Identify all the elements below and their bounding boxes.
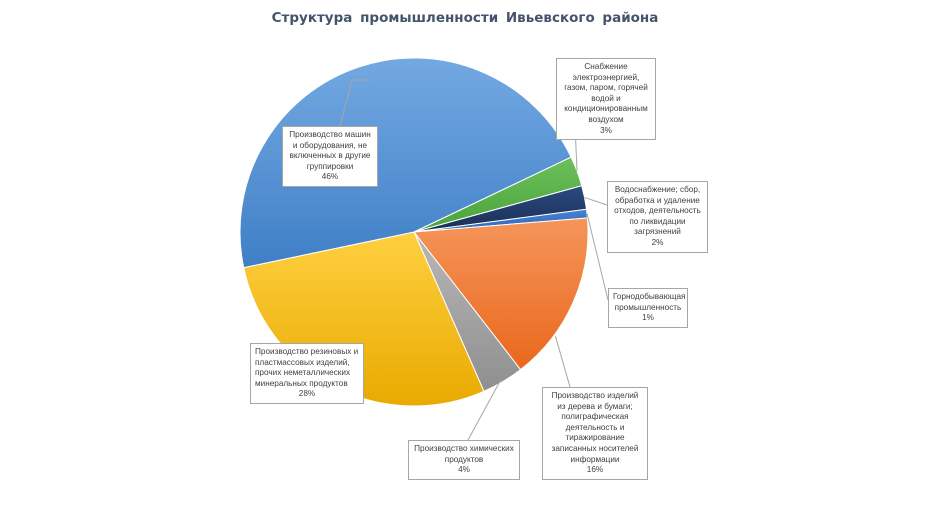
leader-line-water	[585, 197, 607, 205]
data-label-water-pct: 2%	[651, 237, 664, 247]
data-label-wood	[542, 387, 648, 480]
data-label-rubber	[250, 343, 364, 404]
data-label-machines-pct: 46%	[321, 172, 339, 182]
chart-title: Структура промышленности Ивьевского района	[271, 10, 659, 26]
data-label-chem-pct: 4%	[458, 465, 470, 475]
data-label-chem-text: Производство химических продуктов	[414, 444, 514, 464]
data-label-machines	[282, 126, 378, 187]
data-label-wood-pct: 16%	[586, 465, 604, 475]
data-label-water-text: Водоснабжение; сбор, обработка и удаление отходов, деятельность по ликвидации загрязнений	[614, 185, 701, 237]
data-label-energy-pct: 3%	[600, 125, 612, 135]
data-label-chem	[408, 440, 520, 480]
data-label-mining-pct: 1%	[642, 313, 654, 323]
data-label-machines-text: Производство машин и оборудования, не включенных в другие группировки	[289, 130, 371, 171]
data-label-rubber-text: Производство резиновых и пластмассовых изделий, прочих неметаллических минеральных продуктов	[255, 347, 359, 388]
data-label-mining-text: Горнодобывающая промышленность	[613, 292, 686, 312]
data-label-energy	[556, 58, 656, 140]
data-label-mining	[608, 288, 688, 328]
data-label-water	[607, 181, 708, 253]
leader-line-wood	[555, 336, 570, 387]
data-label-energy-text: Снабжение электроэнергией, газом, паром, горячей водой и кондиционированным воздухом	[564, 62, 648, 124]
data-label-wood-text: Производство изделий из дерева и бумаги; полиграфическая деятельность и тиражирование записанных носителей информации	[551, 391, 639, 464]
data-label-rubber-pct: 28%	[298, 389, 316, 399]
leader-line-mining	[587, 214, 608, 300]
